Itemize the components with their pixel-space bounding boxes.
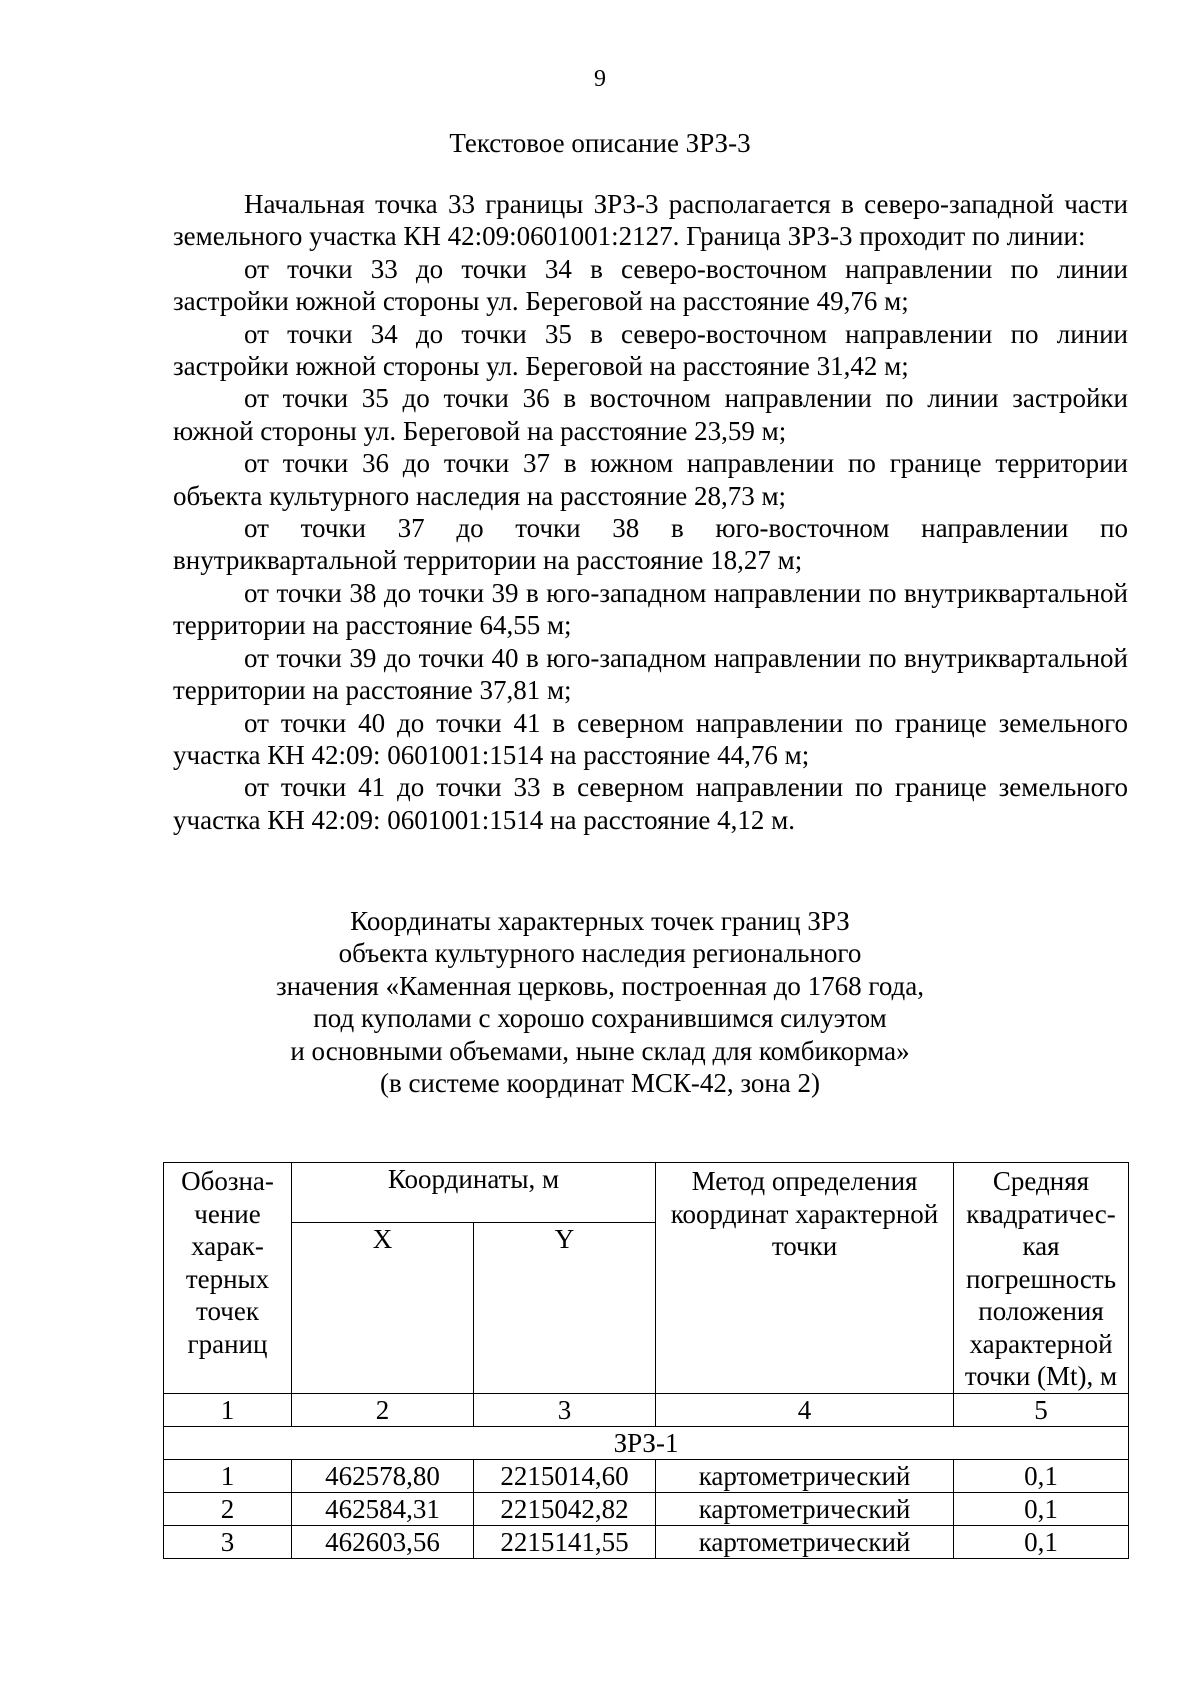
error-value: 0,1 [954, 1459, 1129, 1492]
error-value: 0,1 [954, 1525, 1129, 1558]
header-line: точки [771, 1231, 838, 1261]
y-value: 2215014,60 [474, 1459, 656, 1492]
header-coordinates: Координаты, м [292, 1163, 656, 1223]
coordinates-table-title [0, 905, 1200, 1099]
header-line: квадратичес- [966, 1198, 1116, 1229]
x-value: 462584,31 [292, 1492, 474, 1525]
method-value: картометрический [656, 1492, 954, 1525]
table-row [164, 1492, 1129, 1525]
group-label: ЗРЗ-1 [164, 1426, 1129, 1459]
description-paragraph: от точки 35 до точки 36 в восточном направлении по линии застройки южной стороны ул. Береговой на расстояние 23,59 м; [173, 383, 1128, 446]
header-line: терных [185, 1263, 270, 1294]
column-number: 1 [164, 1393, 292, 1426]
page-number: 9 [594, 66, 606, 92]
header-line: точек [196, 1296, 259, 1326]
header-method [656, 1163, 954, 1394]
title-line: значения «Каменная церковь, построенная до 1768 года, [275, 970, 925, 1001]
header-line: харак- [191, 1231, 264, 1261]
title-line: и основными объемами, ныне склад для комбикорма» [290, 1035, 910, 1066]
title-line: (в системе координат МСК-42, зона 2) [379, 1068, 821, 1099]
description-paragraph: Начальная точка 33 границы ЗРЗ-3 располагается в северо-западной части земельного участка КН 42:09:0601001:2127. Граница ЗРЗ-3 проходит по линии: [173, 189, 1128, 252]
section-title: Текстовое описание ЗРЗ-3 [449, 128, 751, 158]
group-row [164, 1426, 1129, 1459]
table-row [164, 1459, 1129, 1492]
header-line: Обозна- [181, 1166, 274, 1196]
title-line: под куполами с хорошо сохранившимся силуэтом [313, 1003, 887, 1034]
header-line: кая [1022, 1231, 1060, 1261]
header-line: характерной [969, 1328, 1113, 1359]
header-line: границ [187, 1328, 268, 1359]
point-id: 3 [164, 1525, 292, 1558]
description-paragraph: от точки 33 до точки 34 в северо-восточном направлении по линии застройки южной стороны ул. Береговой на расстояние 49,76 м; [173, 253, 1128, 317]
column-number: 3 [474, 1393, 656, 1426]
header-line: Средняя [992, 1166, 1090, 1196]
header-designation [164, 1163, 292, 1394]
y-value: 2215042,82 [474, 1492, 656, 1525]
column-number: 5 [954, 1393, 1129, 1426]
boundary-description [173, 188, 1128, 836]
header-line: точки (Mt), м [964, 1361, 1118, 1391]
point-id: 2 [164, 1492, 292, 1525]
x-value: 462603,56 [292, 1525, 474, 1558]
title-line: объекта культурного наследия регионального [338, 938, 862, 969]
header-line: чение [194, 1198, 261, 1229]
method-value: картометрический [656, 1525, 954, 1558]
header-line: погрешность [966, 1263, 1117, 1294]
header-y: Y [474, 1222, 656, 1393]
error-value: 0,1 [954, 1492, 1129, 1525]
description-paragraph: от точки 39 до точки 40 в юго-западном направлении по внутриквартальной территории на расстояние 37,81 м; [173, 642, 1128, 706]
header-line: положения [978, 1296, 1104, 1326]
header-error [954, 1163, 1129, 1394]
column-number: 4 [656, 1393, 954, 1426]
description-paragraph: от точки 37 до точки 38 в юго-восточном направлении по внутриквартальной территории на расстояние 18,27 м; [173, 513, 1128, 576]
x-value: 462578,80 [292, 1459, 474, 1492]
title-line: Координаты характерных точек границ ЗРЗ [350, 906, 850, 936]
description-paragraph: от точки 41 до точки 33 в северном направлении по границе земельного участка КН 42:09: 0601001:1514 на расстояние 4,12 м. [173, 772, 1128, 835]
description-paragraph: от точки 38 до точки 39 в юго-западном направлении по внутриквартальной территории на расстояние 64,55 м; [173, 577, 1128, 641]
coordinates-table [163, 1162, 1129, 1559]
point-id: 1 [164, 1459, 292, 1492]
description-paragraph: от точки 34 до точки 35 в северо-восточном направлении по линии застройки южной стороны ул. Береговой на расстояние 31,42 м; [173, 318, 1128, 382]
column-number: 2 [292, 1393, 474, 1426]
header-line: координат характерной [670, 1198, 939, 1229]
description-paragraph: от точки 36 до точки 37 в южном направлении по границе территории объекта культурного наследия на расстояние 28,73 м; [173, 448, 1128, 511]
table-row [164, 1525, 1129, 1558]
column-number-row [164, 1393, 1129, 1426]
header-line: Метод определения [691, 1166, 918, 1196]
description-paragraph: от точки 40 до точки 41 в северном направлении по границе земельного участка КН 42:09: 0601001:1514 на расстояние 44,76 м; [173, 707, 1128, 770]
method-value: картометрический [656, 1459, 954, 1492]
header-x: X [292, 1222, 474, 1393]
y-value: 2215141,55 [474, 1525, 656, 1558]
